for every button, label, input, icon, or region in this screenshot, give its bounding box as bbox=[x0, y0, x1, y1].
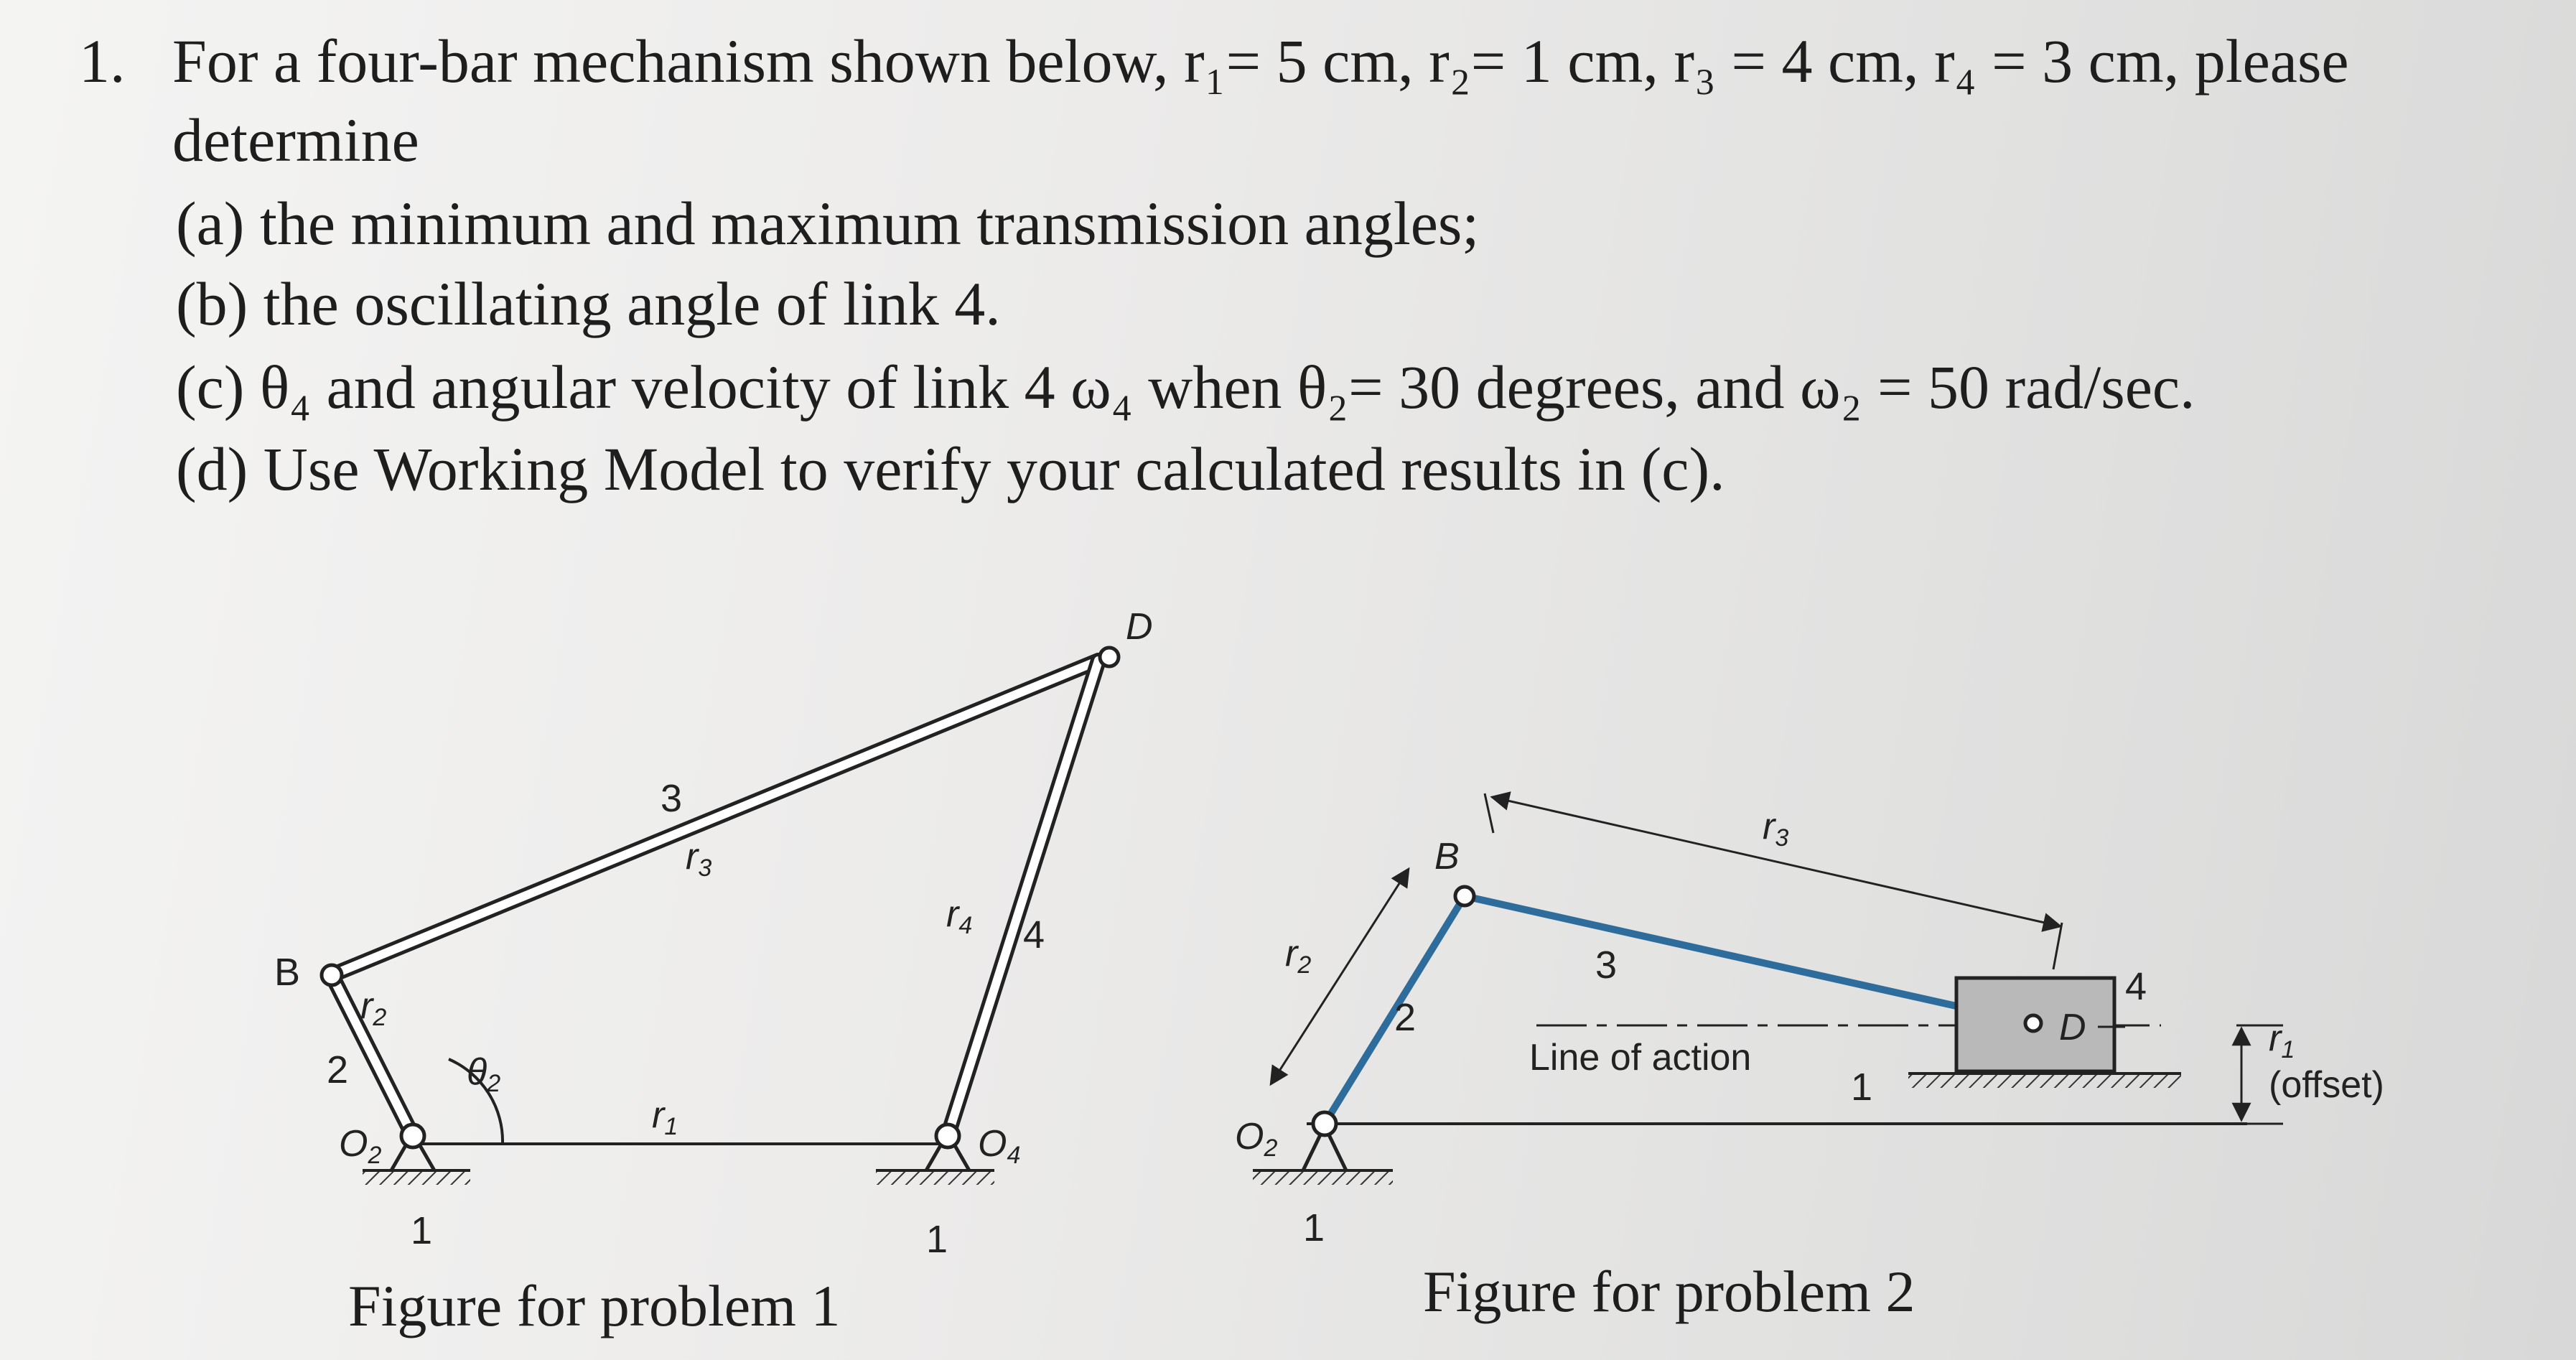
fig1-label-b: B bbox=[274, 951, 301, 994]
fig2-label-r3: r3 bbox=[1763, 806, 1789, 852]
ground-hatch-right bbox=[876, 1170, 994, 1185]
fig2-label-line-of-action: Line of action bbox=[1529, 1037, 1752, 1079]
fig2-label-o2: O2 bbox=[1235, 1116, 1278, 1162]
joint-o4 bbox=[936, 1124, 959, 1147]
problem-statement-line1: For a four-bar mechanism shown below, r₁= 5 cm, r₂= 1 cm, r₃ = 4 cm, r₄ = 3 cm, please bbox=[172, 27, 2349, 96]
joint-d bbox=[1100, 648, 1119, 666]
fig1-label-r4: r4 bbox=[946, 893, 973, 939]
fig1-label-o4: O4 bbox=[978, 1123, 1021, 1169]
part-c: (c) θ₄ and angular velocity of link 4 ω₄ when θ₂= 30 degrees, and ω₂ = 50 rad/sec. bbox=[176, 353, 2195, 421]
figure2-slider-crank bbox=[1235, 793, 2384, 1249]
fig1-label-ground-right: 1 bbox=[926, 1218, 948, 1261]
problem-number: 1. bbox=[79, 27, 126, 96]
fig2-label-link2: 2 bbox=[1394, 996, 1417, 1039]
link-3 bbox=[332, 661, 1098, 975]
figure2-caption: Figure for problem 2 bbox=[1423, 1259, 1915, 1324]
fig1-label-r3: r3 bbox=[686, 836, 712, 882]
fig2-label-b: B bbox=[1434, 836, 1460, 877]
part-a: (a) the minimum and maximum transmission angles; bbox=[176, 189, 1480, 258]
fig2-label-ground-o2: 1 bbox=[1303, 1206, 1325, 1249]
fig2-link-3 bbox=[1465, 896, 2033, 1023]
fig2-dim-r3 bbox=[1492, 797, 2061, 926]
joint-o2 bbox=[401, 1124, 424, 1147]
fig2-label-link3: 3 bbox=[1595, 944, 1618, 987]
fig2-ground-hatch-o2 bbox=[1253, 1170, 1393, 1185]
fig2-joint-b bbox=[1455, 887, 1474, 905]
fig1-label-theta2: θ2 bbox=[467, 1051, 501, 1097]
link-4 bbox=[948, 661, 1098, 1136]
problem-statement-line2: determine bbox=[172, 106, 419, 174]
fig1-label-link4: 4 bbox=[1023, 913, 1045, 956]
part-b: (b) the oscillating angle of link 4. bbox=[176, 269, 1001, 338]
fig2-joint-d bbox=[2025, 1015, 2041, 1031]
fig2-label-r2: r2 bbox=[1285, 933, 1312, 979]
fig1-label-ground-left: 1 bbox=[411, 1209, 433, 1252]
fig1-label-link2: 2 bbox=[327, 1048, 349, 1091]
figure1-four-bar bbox=[274, 606, 1153, 1261]
fig2-joint-o2 bbox=[1313, 1112, 1336, 1135]
fig2-label-link4: 4 bbox=[2125, 965, 2147, 1008]
fig1-label-link3: 3 bbox=[661, 777, 683, 820]
fig2-label-r1: r1 bbox=[2269, 1017, 2295, 1063]
fig1-label-o2: O2 bbox=[339, 1123, 382, 1169]
figure1-caption: Figure for problem 1 bbox=[348, 1273, 841, 1338]
ground-hatch-left bbox=[363, 1170, 470, 1185]
fig2-label-offset: (offset) bbox=[2269, 1064, 2384, 1106]
fig1-label-r2: r2 bbox=[360, 985, 387, 1031]
fig2-dim-r2 bbox=[1271, 869, 1409, 1084]
joint-b bbox=[322, 965, 342, 985]
fig1-label-d: D bbox=[1126, 606, 1153, 648]
fig2-label-d: D bbox=[2059, 1007, 2086, 1048]
slider-ground-hatch bbox=[1908, 1073, 2181, 1088]
fig2-label-link1: 1 bbox=[1851, 1066, 1873, 1109]
fig1-label-r1: r1 bbox=[652, 1094, 678, 1140]
part-d: (d) Use Working Model to verify your calculated results in (c). bbox=[176, 434, 1725, 503]
